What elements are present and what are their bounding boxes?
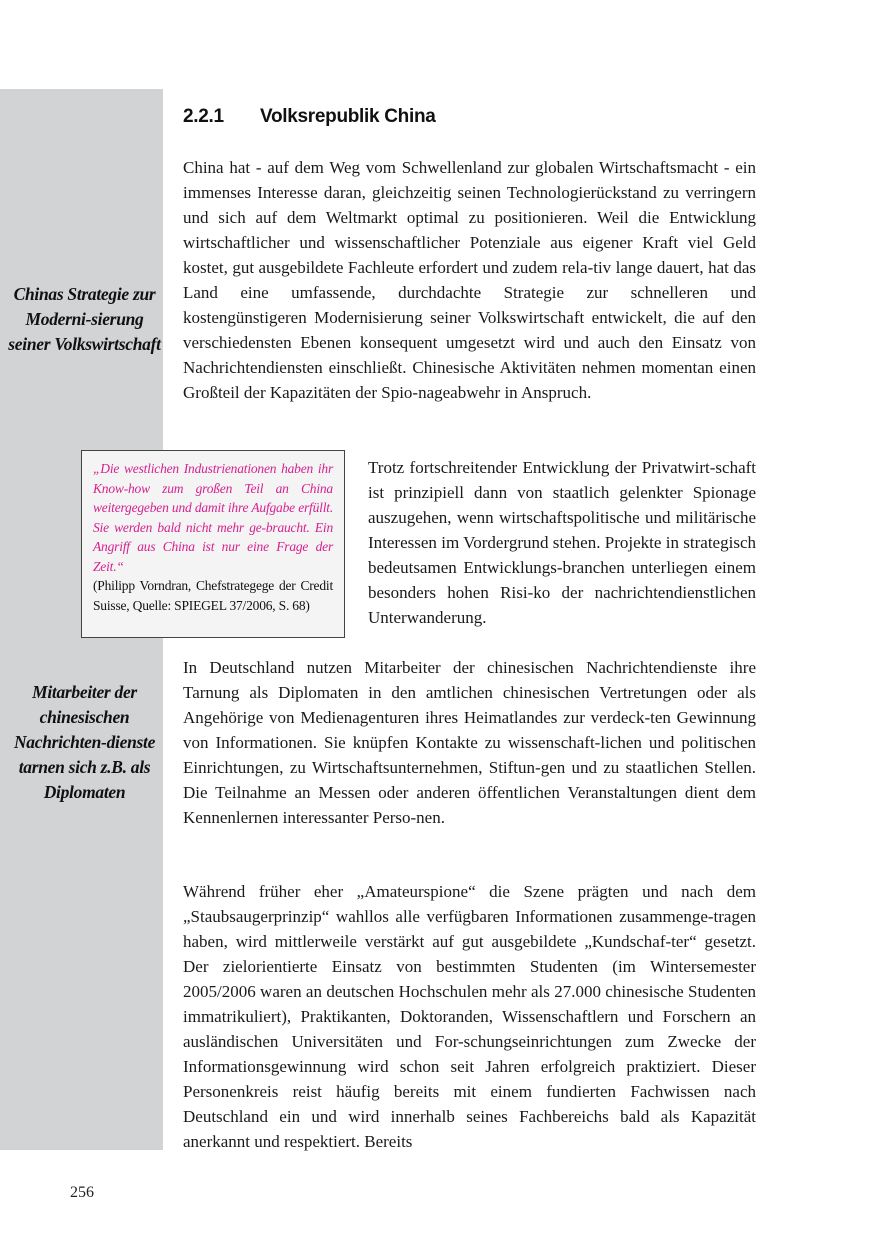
- paragraph-strategy: China hat - auf dem Weg vom Schwellenland zur globalen Wirtschaftsmacht - ein immenses Interesse daran, gleichzeitig seinen Technologierückstand zu verringern und sich auf dem Weltmarkt optimal zu positionieren. Weil die Entwicklung wirtschaftlicher und wissenschaftlicher Potenziale aus eigener Kraft viel Geld kostet, gut ausgebildete Fachleute erfordert und zudem rela-tiv lange dauert, hat das Land eine umfassende, durchdachte Strategie zur schnelleren und kostengünstigeren Modernisierung seiner Volkswirtschaft entwickelt, die auf den verschiedensten Ebenen konsequent umgesetzt wird und auch den Einsatz von Nachrichtendiensten einschließt. Chinesische Aktivitäten nehmen momentan einen Großteil der Kapazitäten der Spio-nageabwehr in Anspruch.: [183, 158, 756, 402]
- section-number: 2.2.1: [183, 106, 224, 127]
- paragraph-state-espionage: Trotz fortschreitender Entwicklung der Privatwirt-schaft ist prinzipiell dann von staatlich gelenkter Spionage auszugehen, wenn wirtschaftspolitische und militärische Interessen im Vordergrund stehen. Projekte in strategisch bedeutsamen Entwicklungs-branchen unterliegen einem besonders hohen Risi-ko der nachrichtendienstlichen Unterwanderung.: [368, 458, 756, 627]
- quote-box: [81, 450, 345, 638]
- margin-note-strategy: Chinas Strategie zur Moderni-sierung seiner Volkswirtschaft: [8, 284, 161, 354]
- section-title: Volksrepublik China: [260, 106, 436, 127]
- paragraph-students: Während früher eher „Amateurspione“ die Szene prägten und nach dem „Staubsaugerprinzip“ wahllos alle verfügbaren Informationen zusammenge-tragen haben, wird mittlerweile verstärkt auf gut ausgebildete „Kundschaf-ter“ gesetzt. Der zielorientierte Einsatz von bestimmten Studenten (im Wintersemester 2005/2006 waren an deutschen Hochschulen mehr als 27.000 chinesische Studenten immatrikuliert), Praktikanten, Doktoranden, Wissenschaftlern und Forschern an ausländischen Universitäten und For-schungseinrichtungen zum Zwecke der Informationsgewinnung wird schon seit Jahren erfolgreich praktiziert. Dieser Personenkreis reist häufig bereits mit einem fundierten Fachwissen nach Deutschland ein und wird innerhalb seines Fachbereichs bald als Kapazität anerkannt und respektiert. Bereits: [183, 882, 756, 1151]
- quote-source: (Philipp Vorndran, Chefstrategege der Credit Suisse, Quelle: SPIEGEL 37/2006, S. 68): [93, 578, 333, 613]
- paragraph-germany: In Deutschland nutzen Mitarbeiter der chinesischen Nachrichtendienste ihre Tarnung als Diplomaten in den amtlichen chinesischen Vertretungen oder als Angehörige von Medienagenturen ihres Heimatlandes zur verdeck-ten Gewinnung von Informationen. Sie knüpfen Kontakte zu wissenschaft-lichen und politischen Einrichtungen, zu Wirtschaftsunternehmen, Stiftun-gen und zu staatlichen Stellen. Die Teilnahme an Messen oder anderen öffentlichen Veranstaltungen dient dem Kennenlernen interessanter Perso-nen.: [183, 658, 756, 827]
- margin-note-diplomats: Mitarbeiter der chinesischen Nachrichten-dienste tarnen sich z.B. als Diplomaten: [13, 682, 156, 802]
- quote-text: „Die westlichen Industrienationen haben ihr Know-how zum großen Teil an China weitergegeben und damit ihre Aufgabe erfüllt. Sie werden bald nicht mehr ge-braucht. Ein Angriff aus China ist nur eine Frage der Zeit.“: [93, 461, 333, 574]
- page-number: 256: [70, 1184, 94, 1201]
- section-heading: [183, 106, 436, 128]
